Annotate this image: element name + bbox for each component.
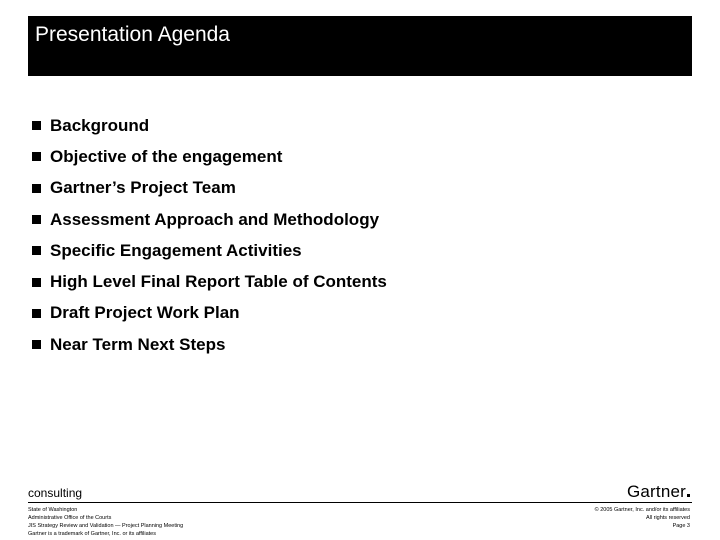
agenda-item-label: Gartner’s Project Team bbox=[50, 178, 236, 198]
square-bullet-icon bbox=[32, 309, 41, 318]
agenda-item-activities bbox=[32, 235, 387, 266]
footer-client-line: State of Washington bbox=[28, 507, 78, 513]
title-bar bbox=[28, 16, 692, 76]
agenda-item-label: High Level Final Report Table of Contents bbox=[50, 272, 387, 292]
footer-trademark-line: Gartner is a trademark of Gartner, Inc. or its affiliates bbox=[28, 531, 156, 537]
agenda-item-label: Specific Engagement Activities bbox=[50, 240, 302, 260]
footer-divider bbox=[28, 502, 692, 503]
footer-right-notes bbox=[595, 506, 690, 530]
footer-copyright-line: © 2005 Gartner, Inc. and/or its affiliates bbox=[594, 507, 690, 513]
page-title: Presentation Agenda bbox=[35, 23, 230, 46]
section-label: consulting bbox=[28, 486, 83, 500]
square-bullet-icon bbox=[32, 215, 41, 224]
square-bullet-icon bbox=[32, 152, 41, 161]
agenda-item-label: Background bbox=[50, 115, 150, 135]
square-bullet-icon bbox=[32, 340, 41, 349]
footer-left-notes bbox=[28, 506, 183, 538]
footer-page-number: Page 3 bbox=[672, 523, 690, 529]
footer-office-line: Administrative Office of the Courts bbox=[28, 515, 112, 521]
agenda-item-report-toc bbox=[32, 266, 387, 297]
square-bullet-icon bbox=[32, 184, 41, 193]
agenda-item-background bbox=[32, 110, 387, 141]
square-bullet-icon bbox=[32, 278, 41, 287]
agenda-list bbox=[32, 110, 387, 360]
agenda-item-project-team bbox=[32, 173, 387, 204]
agenda-item-objective bbox=[32, 141, 387, 172]
agenda-item-label: Near Term Next Steps bbox=[50, 334, 226, 354]
agenda-item-next-steps bbox=[32, 329, 387, 360]
gartner-logo bbox=[627, 483, 690, 501]
square-bullet-icon bbox=[32, 246, 41, 255]
agenda-item-label: Assessment Approach and Methodology bbox=[50, 209, 380, 229]
footer-rights-line: All rights reserved bbox=[645, 515, 690, 521]
logo-text: Gartner bbox=[626, 482, 686, 501]
logo-dot-icon bbox=[687, 494, 690, 497]
agenda-item-approach bbox=[32, 204, 387, 235]
agenda-item-label: Objective of the engagement bbox=[50, 146, 283, 166]
footer-project-line: JIS Strategy Review and Validation — Project Planning Meeting bbox=[28, 523, 184, 529]
square-bullet-icon bbox=[32, 121, 41, 130]
agenda-item-label: Draft Project Work Plan bbox=[50, 303, 240, 323]
agenda-item-work-plan bbox=[32, 298, 387, 329]
